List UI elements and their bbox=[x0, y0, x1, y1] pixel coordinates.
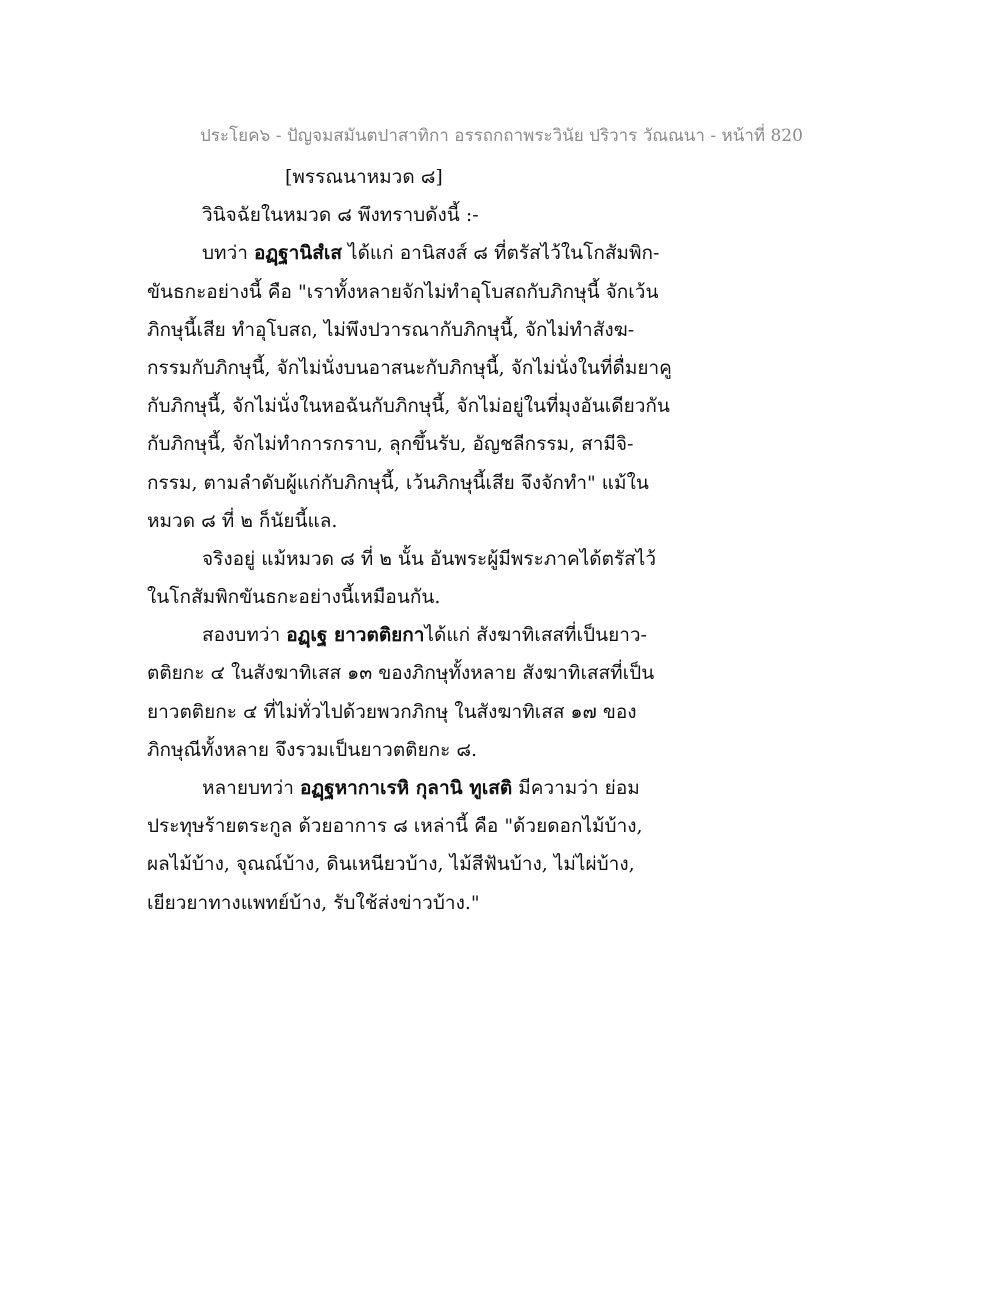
paragraph-line: เยียวยาทางแพทย์บ้าง, รับใช้ส่งข่าวบ้าง." bbox=[147, 891, 480, 914]
paragraph-5 bbox=[147, 769, 707, 922]
pali-term: อฏฺฐานิสํเส bbox=[253, 242, 342, 265]
text-run: หลายบทว่า bbox=[202, 777, 300, 799]
paragraph-line bbox=[147, 769, 707, 807]
paragraph-3 bbox=[147, 540, 707, 616]
section-heading: [พรรณนาหมวด ๘] bbox=[285, 166, 443, 188]
paragraph-line: กรรมกับภิกษุนี้, จักไม่นั่งบนอาสนะกับภิกษุนี้, จักไม่นั่งในที่ดื่มยาคู bbox=[147, 356, 672, 379]
paragraph-line: หมวด ๘ ที่ ๒ ก็นัยนี้แล. bbox=[147, 509, 338, 532]
paragraph-line: กับภิกษุนี้, จักไม่นั่งในหอฉันกับภิกษุนี้, จักไม่อยู่ในที่มุงอันเดียวกัน bbox=[147, 395, 670, 418]
text-run: ได้แก่ อานิสงส์ ๘ ที่ตรัสไว้ในโกสัมพิก- bbox=[341, 242, 660, 265]
text-run: มีความว่า ย่อม bbox=[512, 777, 640, 799]
paragraph-line: กับภิกษุนี้, จักไม่ทำการกราบ, ลุกขึ้นรับ, อัญชลีกรรม, สามีจิ- bbox=[147, 433, 634, 456]
text-run: ได้แก่ สังฆาทิเสสที่เป็นยาว- bbox=[424, 624, 647, 647]
paragraph-line: จริงอยู่ แม้หมวด ๘ ที่ ๒ นั้น อันพระผู้มีพระภาคได้ตรัสไว้ bbox=[202, 547, 656, 570]
paragraph-1 bbox=[147, 196, 707, 234]
paragraph-line: วินิจฉัยในหมวด ๘ พึงทราบดังนี้ :- bbox=[202, 204, 479, 227]
pali-term: อฏฺฐหากาเรหิ กุลานิ ทูเสติ bbox=[299, 777, 513, 799]
page-header: ประโยค๖ - ปัญจมสมันตปาสาทิกา อรรถกถาพระวินัย ปริวาร วัณณนา - หน้าที่ 820 bbox=[200, 126, 803, 146]
paragraph-line: ตติยกะ ๔ ในสังฆาทิเสส ๑๓ ของภิกษุทั้งหลาย สังฆาทิเสสที่เป็น bbox=[147, 662, 655, 685]
paragraph-line bbox=[147, 234, 707, 272]
document-body bbox=[147, 158, 707, 922]
paragraph-line: ประทุษร้ายตระกูล ด้วยอาการ ๘ เหล่านี้ คือ "ด้วยดอกไม้บ้าง, bbox=[147, 815, 643, 838]
paragraph-4 bbox=[147, 616, 707, 769]
paragraph-line: กรรม, ตามลำดับผู้แก่กับภิกษุนี้, เว้นภิกษุนี้เสีย จึงจักทำ" แม้ใน bbox=[147, 471, 649, 494]
paragraph-2 bbox=[147, 234, 707, 540]
paragraph-line: ภิกษุณีทั้งหลาย จึงรวมเป็นยาวตติยกะ ๘. bbox=[147, 738, 478, 761]
paragraph-line: ภิกษุนี้เสีย ทำอุโบสถ, ไม่พึงปวารณากับภิกษุนี้, จักไม่ทำสังฆ- bbox=[147, 318, 635, 341]
text-run: สองบทว่า bbox=[202, 624, 287, 647]
pali-term: อฏฺเฐ ยาวตติยกา bbox=[286, 624, 425, 647]
paragraph-line: ในโกสัมพิกขันธกะอย่างนี้เหมือนกัน. bbox=[147, 586, 441, 609]
text-run: บทว่า bbox=[202, 242, 254, 265]
paragraph-line: ยาวตติยกะ ๔ ที่ไม่ทั่วไปด้วยพวกภิกษุ ในสังฆาทิเสส ๑๗ ของ bbox=[147, 700, 637, 723]
paragraph-line bbox=[147, 616, 707, 654]
paragraph-line: ขันธกะอย่างนี้ คือ "เราทั้งหลายจักไม่ทำอุโบสถกับภิกษุนี้ จักเว้น bbox=[147, 280, 659, 303]
paragraph-line: ผลไม้บ้าง, จุณณ์บ้าง, ดินเหนียวบ้าง, ไม้สีฟันบ้าง, ไม่ไผ่บ้าง, bbox=[147, 853, 635, 876]
